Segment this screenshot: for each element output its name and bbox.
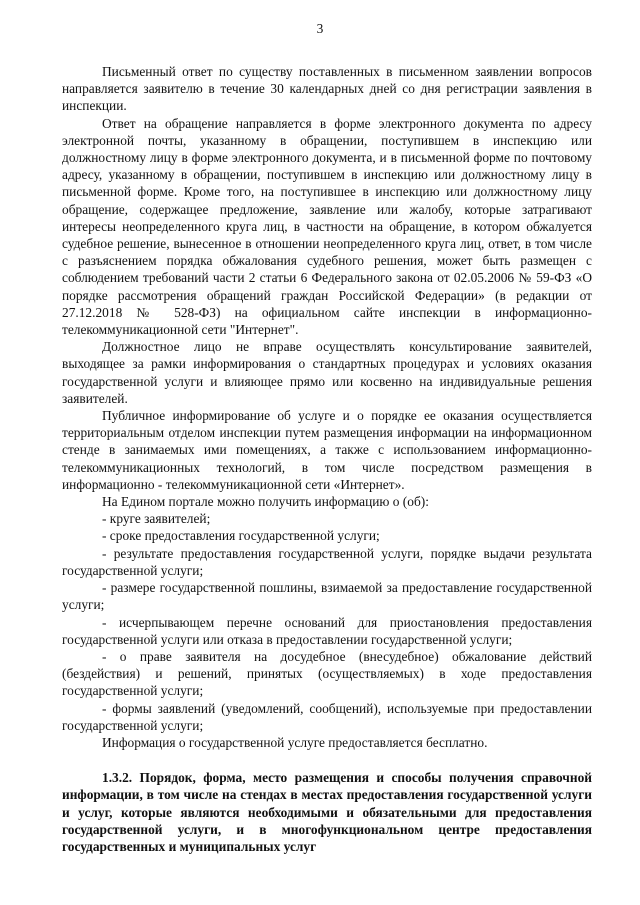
list-item: - формы заявлений (уведомлений, сообщений), используемые при предоставлении государственной услуги; [62,700,592,733]
list-item: - размере государственной пошлины, взимаемой за предоставление государственной услуги; [62,580,592,613]
paragraph-public-informing: Публичное информирование об услуге и о порядке ее оказания осуществляется территориальным отделом инспекции путем размещения информации на информационном стенде в занимаемых ими помещениях, а также с использованием информационно-телекоммуникационных технологий, в том числе посредством размещения в информационно - телекоммуникационной сети «Интернет». [62,408,592,492]
document-body [62,63,592,855]
section-heading: 1.3.2. Порядок, форма, место размещения и способы получения справочной информации, в том числе на стендах в местах предоставления государственной услуги и услуг, которые являются необходимыми и обязательными для предоставления государственной услуги, и в многофункциональном центре предоставления государственных и муниципальных услуг [62,770,592,854]
paragraph-answer-form: Ответ на обращение направляется в форме электронного документа по адресу электронной почты, указанному в обращении, поступившем в инспекцию или должностному лицу в форме электронного документа, и в письменной форме по почтовому адресу, указанному в обращении, поступившем в инспекцию или должностному лицу в письменной форме. Кроме того, на поступившее в инспекцию или должностному лицу обращение, содержащее предложение, заявление или жалобу, которые затрагивают интересы неопределенного круга лиц, в частности на обращение, в котором обжалуется судебное решение, вынесенное в отношении неопределенного круга лиц, ответ, в том числе с разъяснением порядка обжалования судебного решения, может быть размещен с соблюдением требований части 2 статьи 6 Федерального закона от 02.05.2006 № 59-ФЗ «О порядке рассмотрения обращений граждан Российской Федерации» (в редакции от 27.12.2018 № 528-ФЗ) на официальном сайте инспекции в информационно-телекоммуникационной сети "Интернет". [62,115,592,338]
list-item: - круге заявителей; [102,511,211,527]
paragraph-official-consulting: Должностное лицо не вправе осуществлять консультирование заявителей, выходящее за рамки информирования о стандартных процедурах и условиях оказания государственной услуги и влияющее прямо или косвенно на индивидуальные решения заявителей. [62,339,592,406]
list-item: - о праве заявителя на досудебное (внесудебное) обжалование действий (бездействия) и решений, принятых (осуществляемых) в ходе предоставления государственной услуги; [62,648,592,699]
list-item: - исчерпывающем перечне оснований для приостановления предоставления государственной услуги или отказа в предоставлении государственной услуги; [62,614,592,647]
paragraph-free-of-charge: Информация о государственной услуге предоставляется бесплатно. [102,734,488,750]
list-item: - результате предоставления государственной услуги, порядке выдачи результата государственной услуги; [62,545,592,578]
paragraph-portal-intro: На Едином портале можно получить информацию о (об): [102,494,429,510]
paragraph-written-answer: Письменный ответ по существу поставленных в письменном заявлении вопросов направляется заявителю в течение 30 календарных дней со дня регистрации заявления в инспекции. [62,64,592,114]
page-number: 3 [316,21,324,36]
list-item: - сроке предоставления государственной услуги; [102,528,380,544]
